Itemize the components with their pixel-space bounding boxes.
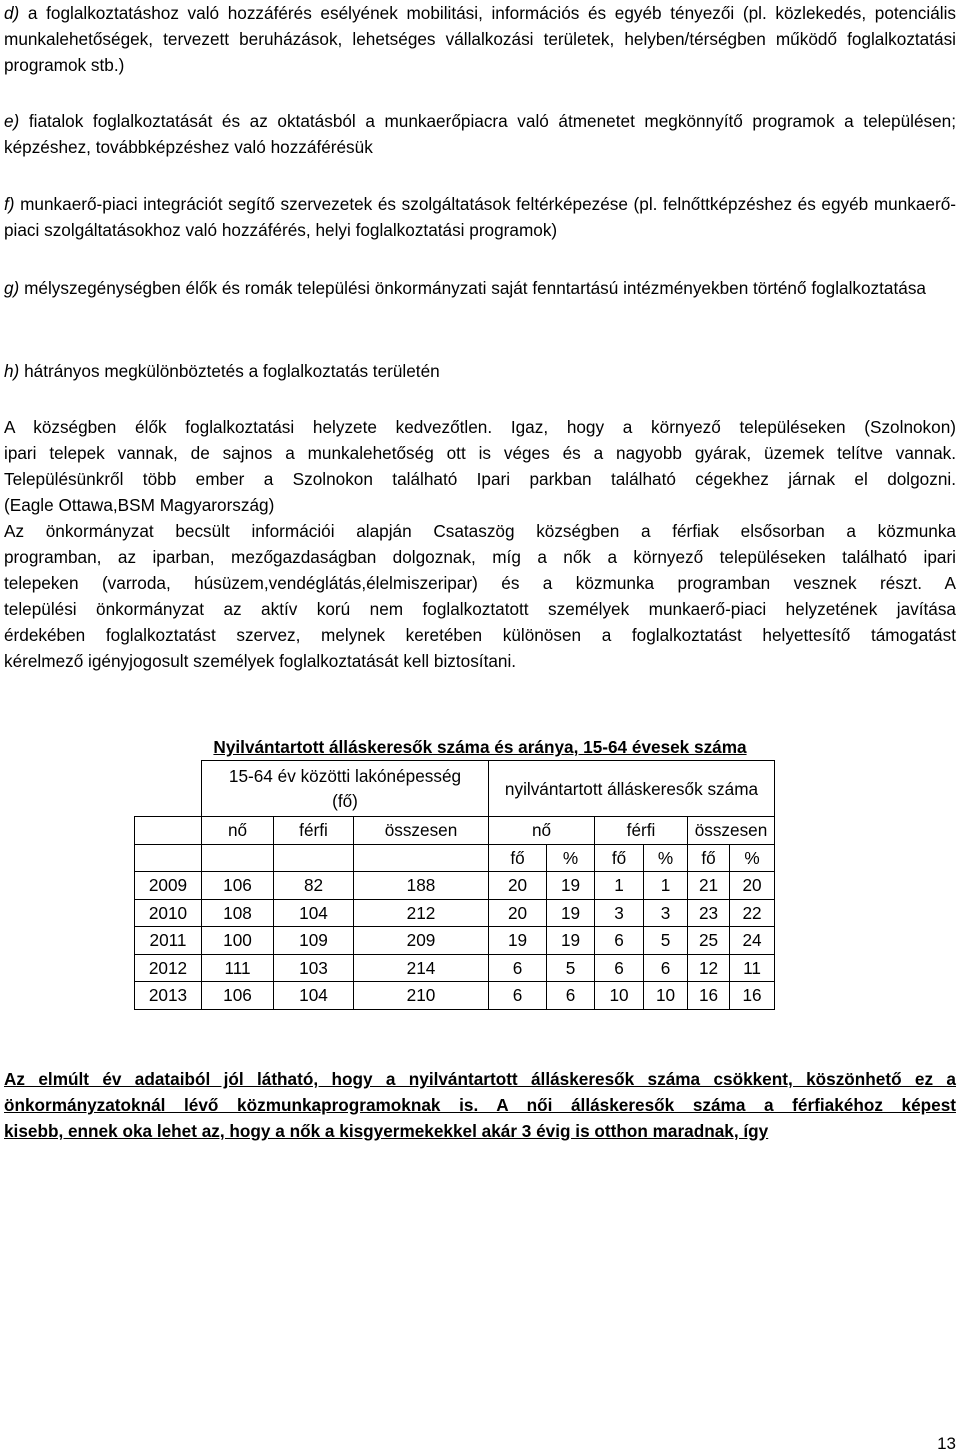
table-cell: 3 [644,899,688,927]
table-cell: 20 [489,872,547,900]
item-d: d) a foglalkoztatáshoz való hozzáférés esélyének mobilitási, információs és egyéb tényezői (pl. közlekedés, potenciális munkalehetőségek, tervezett beruházások, lehetséges vállalkozási területek, helyben/térségben működő foglalkoztatási programok stb.) [4,3,956,75]
table-cell: 11 [730,954,775,982]
table-cell [274,844,354,872]
jobseekers-table [134,760,775,1010]
table-cell: 103 [274,954,354,982]
table-row [135,899,775,927]
table-title: Nyilvántartott álláskeresők száma és aránya, 15-64 évesek száma [213,737,747,757]
table-cell: 104 [274,899,354,927]
item-h: h) hátrányos megkülönböztetés a foglalkoztatás területén [4,361,440,381]
table-row [135,872,775,900]
item-e: e) fiatalok foglalkoztatását és az oktatásból a munkaerőpiacra való átmenetet megkönnyítő programok a településen; képzéshez, továbbképzéshez való hozzáférésük [4,111,956,157]
table-group-population: 15-64 év közötti lakónépesség (fő) [202,761,489,817]
table-cell: 106 [202,982,274,1010]
table-cell: 25 [688,927,730,955]
table-unit-cell: fő [595,844,644,872]
table-cell: 23 [688,899,730,927]
table-row [135,927,775,955]
table-unit-cell: % [547,844,595,872]
table-cell: 212 [354,899,489,927]
table-cell: 22 [730,899,775,927]
table-header-cell: nő [489,817,595,845]
table-cell: 19 [547,899,595,927]
table-units-row [135,844,775,872]
table-cell: 19 [547,872,595,900]
table-cell: 21 [688,872,730,900]
table-cell [202,844,274,872]
table-cell: 5 [644,927,688,955]
table-cell: 10 [644,982,688,1010]
table-header-cell: összesen [688,817,775,845]
table-cell: 188 [354,872,489,900]
table-unit-cell: fő [688,844,730,872]
table-cell: 6 [547,982,595,1010]
table-cell: 19 [547,927,595,955]
table-cell: 10 [595,982,644,1010]
table-subheader-row [135,817,775,845]
table-cell: 2013 [135,982,202,1010]
item-g: g) mélyszegénységben élők és romák települési önkormányzati saját fenntartású intézményekben történő foglalkoztatása [4,278,926,298]
table-cell: 2012 [135,954,202,982]
table-cell: 2011 [135,927,202,955]
table-corner-cell [135,761,202,817]
table-cell: 214 [354,954,489,982]
table-row [135,954,775,982]
table-cell: 24 [730,927,775,955]
table-cell: 16 [730,982,775,1010]
table-cell: 1 [644,872,688,900]
table-cell: 6 [644,954,688,982]
table-cell: 1 [595,872,644,900]
table-header-cell: férfi [274,817,354,845]
table-cell: 12 [688,954,730,982]
body-paragraph: A községben élők foglalkoztatási helyzete kedvezőtlen. Igaz, hogy a környező településeken (Szolnokon) ipari telepek vannak, de sajnos a munkalehetőség ott is véges és a nagyobb gyárak, üzemek telítve vannak. Településünkről több ember a Szolnokon található Ipari parkban található cégekhez járnak el dolgozni. (Eagle Ottawa,BSM Magyarország) Az önkormányzat becsült információi alapján Csataszög községben a férfiak elsősorban a közmunka programban, az iparban, mezőgazdaságban dolgoznak, míg a nők a környező településeken található ipari telepeken (varroda, húsüzem,vendéglátás,élelmiszeripar) és a közmunka programban vesznek részt. A települési önkormányzat az aktív korú nem foglalkoztatott személyek munkaerő-piaci helyzetének javítása érdekében foglalkoztatást szervez, melynek keretében különösen a foglalkoztatást helyettesítő támogatást kérelmező igényjogosult személyek foglalkoztatását kell biztosítani. [4,417,956,671]
table-cell: 5 [547,954,595,982]
table-cell: 108 [202,899,274,927]
table-cell: 6 [595,954,644,982]
table-cell [354,844,489,872]
table-cell: 111 [202,954,274,982]
table-group-jobseekers: nyilvántartott álláskeresők száma [489,761,775,817]
table-cell: 20 [730,872,775,900]
table-row [135,982,775,1010]
item-f: f) munkaerő-piaci integrációt segítő szervezetek és szolgáltatások feltérképezése (pl. felnőttképzéshez és egyéb munkaerő-piaci szolgáltatásokhoz való hozzáférés, helyi foglalkoztatási programok) [4,194,956,240]
table-header-cell: nő [202,817,274,845]
table-cell: 106 [202,872,274,900]
table-cell: 6 [489,982,547,1010]
table-cell: 209 [354,927,489,955]
table-header-cell: összesen [354,817,489,845]
table-unit-cell: fő [489,844,547,872]
table-cell: 82 [274,872,354,900]
table-cell: 109 [274,927,354,955]
table-cell: 100 [202,927,274,955]
table-cell [135,844,202,872]
table-header-cell: férfi [595,817,688,845]
table-unit-cell: % [730,844,775,872]
table-cell: 19 [489,927,547,955]
table-cell: 20 [489,899,547,927]
table-cell: 104 [274,982,354,1010]
table-cell: 2009 [135,872,202,900]
conclusion-paragraph: Az elmúlt év adataiból jól látható, hogy a nyilvántartott álláskeresők száma csökkent, köszönhető ez a önkormányzatoknál lévő közmunkaprogramoknak is. A női álláskeresők száma a férfiakéhoz képest kisebb, ennek oka lehet az, hogy a nők a kisgyermekekkel akár 3 évig is otthon maradnak, így [4,1069,956,1141]
table-cell [135,817,202,845]
table-cell: 6 [489,954,547,982]
page-number: 13 [937,1434,956,1453]
table-cell: 210 [354,982,489,1010]
table-cell: 16 [688,982,730,1010]
table-cell: 3 [595,899,644,927]
table-cell: 2010 [135,899,202,927]
table-header-row [135,761,775,817]
table-cell: 6 [595,927,644,955]
table-unit-cell: % [644,844,688,872]
